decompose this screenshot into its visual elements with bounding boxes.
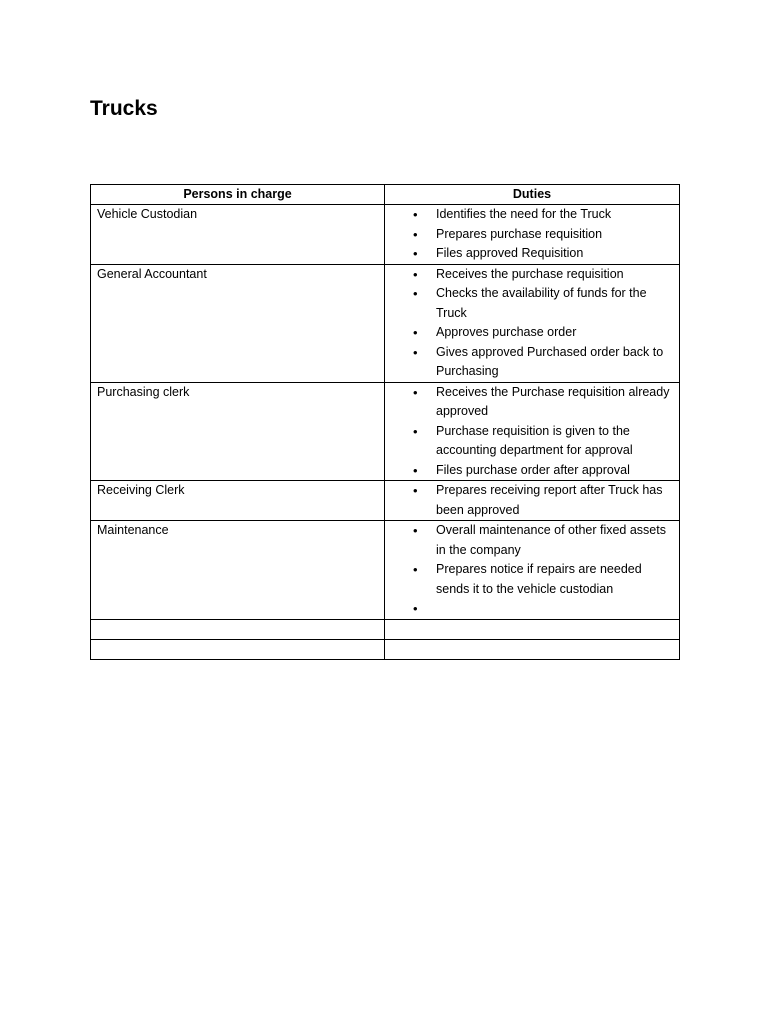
duties-list [385,265,679,382]
bullet-icon: • [413,344,418,360]
bullet-icon: • [413,384,418,400]
page-title: Trucks [90,97,158,120]
bullet-icon: • [413,325,418,340]
duty-item [385,560,679,599]
duty-item [385,343,679,382]
empty-cell [385,619,680,639]
table-header-row [91,185,680,205]
table-row [91,205,680,265]
duty-item [385,422,679,461]
bullet-icon: • [413,207,418,222]
duties-table [90,184,680,660]
duty-item [385,244,679,264]
duty-item [385,205,679,225]
person-in-charge-cell: Receiving Clerk [91,481,385,521]
empty-cell [91,619,385,639]
header-duties: Duties [385,185,680,205]
empty-table-row [91,639,680,659]
duty-item [385,461,679,481]
duty-text: Approves purchase order [436,325,577,339]
empty-cell [91,639,385,659]
duty-item [385,599,679,619]
duty-text: Purchase requisition is given to the accounting department for approval [436,423,633,457]
person-in-charge-cell: Maintenance [91,521,385,620]
bullet-icon: • [413,286,418,301]
duty-text: Checks the availability of funds for the Truck [436,286,647,320]
duties-list [385,521,679,619]
person-in-charge-cell: General Accountant [91,264,385,382]
duty-item [385,225,679,245]
duty-item [385,265,679,285]
table-row [91,264,680,382]
duties-cell [385,382,680,481]
header-persons-in-charge: Persons in charge [91,185,385,205]
table-row [91,521,680,620]
duty-text: Overall maintenance of other fixed assets in the company [436,523,666,557]
duty-text: Prepares receiving report after Truck has been approved [436,483,663,517]
duty-item [385,481,679,520]
bullet-icon: • [413,483,418,498]
duty-text: Prepares purchase requisition [436,226,603,241]
duty-item [385,284,679,323]
duty-item [385,323,679,343]
bullet-icon: • [413,523,418,538]
duties-cell [385,481,680,521]
bullet-icon: • [413,601,418,616]
duties-list [385,481,679,520]
duties-cell [385,205,680,265]
table-body [91,205,680,660]
duty-text: Files purchase order after approval [436,462,630,477]
person-in-charge-cell: Purchasing clerk [91,382,385,481]
empty-table-row [91,619,680,639]
duty-text [436,601,439,615]
person-in-charge-cell: Vehicle Custodian [91,205,385,265]
duties-cell [385,264,680,382]
bullet-icon: • [413,562,418,577]
duty-text: Files approved Requisition [436,246,584,260]
duties-list [385,383,679,481]
duty-text: Receives the Purchase requisition already approved [436,384,670,418]
duty-text: Receives the purchase requisition [436,266,624,281]
duties-list [385,205,679,264]
bullet-icon: • [413,423,418,439]
duty-item [385,383,679,422]
bullet-icon: • [413,226,418,242]
table-row [91,481,680,521]
bullet-icon: • [413,462,418,478]
bullet-icon: • [413,266,418,282]
bullet-icon: • [413,246,418,261]
duty-text: Prepares notice if repairs are needed sends it to the vehicle custodian [436,562,642,596]
duties-cell [385,521,680,620]
duty-text: Gives approved Purchased order back to Purchasing [436,344,664,378]
duty-item [385,521,679,560]
duty-text: Identifies the need for the Truck [436,207,612,221]
empty-cell [385,639,680,659]
table-row [91,382,680,481]
